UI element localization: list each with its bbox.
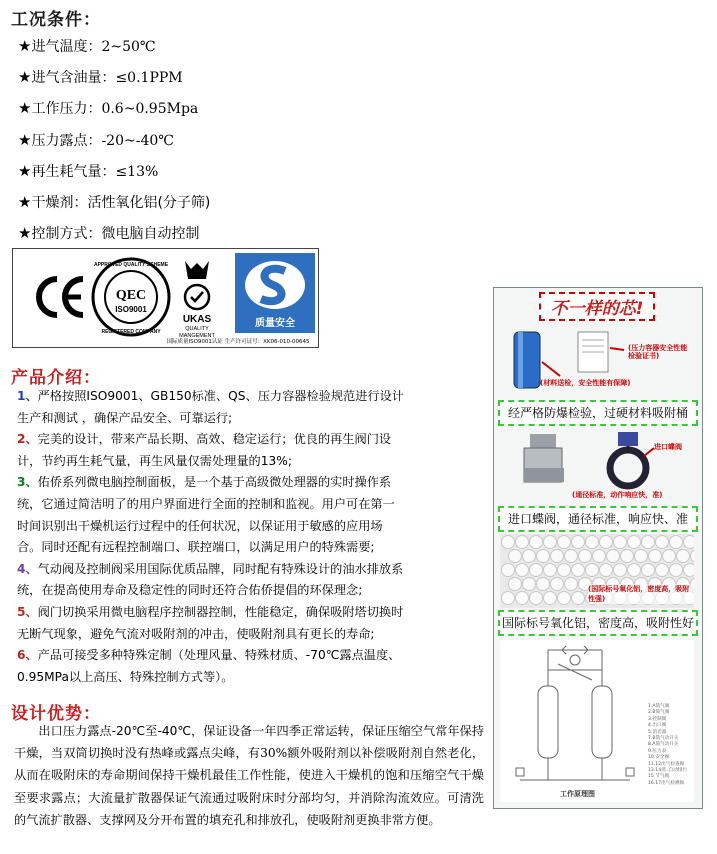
ukas-logo-icon	[179, 261, 215, 339]
alumina-ball	[572, 536, 585, 549]
alumina-ball	[523, 550, 536, 563]
alumina-ball	[537, 578, 550, 591]
advantage-paragraph	[14, 720, 484, 831]
legend-item: 2.B筒气阀	[648, 710, 670, 716]
alumina-ball	[558, 592, 571, 605]
tag-valve2: (通径标准，动作响应快，准)	[572, 491, 663, 499]
intro-item-text: 时间识别出干燥机运行过程中的任何状况，以保证用于敏感的应用场	[17, 518, 383, 533]
qs-logo-icon	[235, 253, 315, 333]
intro-item-continuation	[17, 580, 480, 602]
diagram-title: 工作原理图	[560, 790, 595, 798]
star-icon: ★	[18, 68, 32, 87]
intro-item-number: 3、	[17, 475, 38, 490]
qec-ring-bottom: REGISTERED COMPANY	[101, 329, 161, 335]
alumina-ball	[684, 536, 695, 549]
intro-item-continuation	[17, 494, 480, 516]
legend-item: 10.安全阀	[648, 755, 670, 761]
conditions-heading: 工况条件：	[11, 10, 101, 30]
star-icon: ★	[18, 193, 32, 211]
alumina-ball	[558, 536, 571, 549]
star-icon: ★	[18, 99, 32, 118]
alumina-ball	[691, 550, 695, 563]
qs-text: 质量安全	[255, 318, 295, 329]
certification-logos	[12, 248, 319, 348]
condition-label: 工作压力：	[31, 101, 102, 118]
qec-ring-top: APPROVED QUALITY SCHEME	[93, 262, 169, 268]
intro-item-text: 统，它通过简洁明了的用户界面进行全面的控制和监视。用户可在第一	[17, 496, 395, 511]
legend-item: 8.A筒气动开关	[648, 742, 679, 748]
alumina-ball	[614, 536, 627, 549]
alumina-ball	[544, 536, 557, 549]
alumina-ball	[586, 536, 599, 549]
qec-iso: ISO9001	[115, 305, 147, 314]
condition-item	[18, 161, 158, 181]
condition-value: -20~-40℃	[101, 132, 174, 149]
condition-item	[18, 192, 210, 212]
alumina-ball	[600, 564, 613, 577]
alumina-ball	[628, 536, 641, 549]
condition-label: 压力露点：	[31, 132, 102, 149]
alumina-ball	[642, 536, 655, 549]
intro-item	[17, 472, 480, 494]
condition-item	[18, 98, 198, 118]
condition-label: 进气含油量：	[31, 70, 116, 87]
star-icon: ★	[18, 161, 32, 180]
alumina-ball	[502, 564, 515, 577]
legend-item: 9.压力表	[648, 748, 667, 754]
legend-item: 1.A筒气阀	[648, 704, 670, 709]
intro-item	[17, 602, 480, 624]
ce-mark-icon	[39, 279, 83, 315]
intro-item-text: 完美的设计，带来产品长期、高效、稳定运行；优良的再生阀门设	[37, 432, 392, 447]
tank-image	[500, 326, 694, 396]
diagram-legend	[648, 704, 694, 787]
intro-item-continuation	[17, 408, 480, 430]
intro-item-text: 佑侨系列微电脑控制面板，是一个基于高级微处理器的实时操作系	[37, 475, 392, 490]
alumina-ball	[530, 564, 543, 577]
intro-item-text: 计，节约再生耗气量，再生风量仅需处理量的13%;	[17, 453, 292, 468]
intro-item-text: 气动阀及控制阀采用国际优质品牌，同时配有特殊设计的油水排放系	[37, 561, 404, 576]
intro-item	[17, 645, 480, 667]
working-diagram	[500, 640, 694, 802]
tag-alumina: (国际标号氧化铝，密度高，吸附性强)	[588, 584, 694, 604]
condition-value: 2~50℃	[101, 39, 156, 55]
intro-item-text: 无断气现象，避免气流对吸附剂的冲击，使吸附剂具有更长的寿命;	[17, 626, 375, 641]
alumina-ball	[572, 592, 585, 605]
intro-item	[17, 386, 480, 408]
intro-item-text: 产品可接受多种特殊定制（处理风量、特殊材质、-70℃露点温度、	[37, 648, 401, 663]
intro-item-number: 6、	[17, 648, 38, 663]
advantage-highlight: 30%	[260, 746, 288, 761]
intro-item-number: 4、	[17, 561, 38, 576]
alumina-ball	[635, 550, 648, 563]
alumina-ball	[586, 564, 599, 577]
legend-item: 13.14消..自动排污	[648, 768, 688, 774]
condition-value: ≤0.1PPM	[115, 70, 183, 87]
intro-item-text: 统，在提高使用寿命及稳定性的同时还符合佑侨提倡的环保理念;	[17, 583, 363, 598]
condition-value: ≤13%	[115, 163, 159, 180]
star-icon: ★	[18, 224, 32, 243]
condition-item	[18, 223, 199, 243]
alumina-ball	[642, 564, 655, 577]
panel-title: 不一样的芯!	[539, 292, 656, 321]
condition-label: 控制方式：	[31, 226, 102, 243]
intro-item	[17, 429, 480, 451]
certification-logos-art	[13, 249, 318, 347]
alumina-ball	[614, 564, 627, 577]
alumina-ball	[579, 550, 592, 563]
condition-label: 进气温度：	[31, 39, 102, 55]
alumina-ball	[530, 536, 543, 549]
alumina-ball	[551, 550, 564, 563]
alumina-ball	[621, 550, 634, 563]
alumina-ball	[551, 578, 564, 591]
tag-valve: 进口蝶阀	[654, 443, 682, 451]
caption-alumina: 国际标号氧化铝，密度高，吸附性好	[498, 610, 698, 636]
cert-footer: 国际质量ISO9001认证 生产许可证号：XK06-010-00645	[166, 339, 310, 345]
alumina-ball	[572, 564, 585, 577]
condition-value: 微电脑自动控制	[101, 226, 200, 243]
alumina-ball	[502, 592, 515, 605]
condition-value: 0.6~0.95Mpa	[101, 101, 199, 118]
intro-item-number: 1、	[17, 389, 38, 403]
advantage-heading: 设计优势：	[11, 704, 101, 724]
alumina-ball	[656, 564, 669, 577]
alumina-ball	[670, 564, 683, 577]
intro-item-text: 生产和测试 ，确保产品安全、可靠运行;	[17, 410, 233, 425]
alumina-ball	[600, 536, 613, 549]
tag-cert: (压力容器安全性能检验证书)	[628, 344, 688, 360]
alumina-ball	[565, 578, 578, 591]
intro-item-continuation	[17, 451, 480, 473]
alumina-ball	[670, 536, 683, 549]
intro-item-text: 阀门切换采用微电脑程序控制器控制，性能稳定，确保吸附塔切换时	[37, 604, 404, 619]
condition-item	[18, 130, 174, 150]
alumina-ball	[516, 536, 529, 549]
legend-item: 7.B筒气动开关	[648, 736, 679, 742]
condition-label: 干燥剂：	[31, 195, 88, 211]
alumina-ball	[502, 536, 515, 549]
intro-item-continuation	[17, 624, 480, 646]
legend-item: 11.12出气检查阀	[648, 761, 685, 767]
alumina-ball	[544, 592, 557, 605]
intro-heading: 产品介绍：	[11, 368, 101, 388]
intro-list	[17, 386, 480, 688]
intro-item-number: 5、	[17, 604, 38, 619]
intro-item-text: 合。同时还配有远程控制端口、联控端口，以满足用户的特殊需要;	[17, 540, 375, 555]
qec-center: QEC	[115, 288, 147, 303]
alumina-ball	[649, 550, 662, 563]
alumina-ball	[677, 550, 690, 563]
ukas-sub1: QUALITY	[185, 326, 209, 332]
alumina-ball	[516, 592, 529, 605]
alumina-ball	[544, 564, 557, 577]
condition-item	[18, 36, 156, 56]
legend-item: 16.17出气检测阀	[648, 780, 685, 786]
ukas-sub2: MANGEMENT	[179, 333, 215, 339]
tag-material: (材料送检，安全性能有保障)	[540, 379, 631, 387]
alumina-ball	[628, 564, 641, 577]
panel-title-box	[500, 292, 694, 320]
alumina-ball	[656, 536, 669, 549]
intro-item	[17, 559, 480, 581]
alumina-ball	[565, 550, 578, 563]
advantage-text-b: 额外吸附剂以补偿吸附剂自然老化，从而在吸附床的寿命期间保持干燥机最佳工作性能，使进入干燥机的饱和压缩空气干燥至要求露点；大流量扩散器保证气流通过吸附床时分部均匀，并消除沟流效应。可清洗的气流扩散器、支撑网及分开布置的填充孔和排放孔，使吸附剂更换非常方便。	[14, 746, 485, 827]
ukas-name: UKAS	[182, 314, 212, 325]
intro-item-number: 2、	[17, 432, 38, 447]
product-feature-panel	[493, 287, 703, 809]
intro-item-continuation	[17, 667, 480, 689]
alumina-ball	[516, 564, 529, 577]
star-icon: ★	[18, 37, 32, 55]
intro-item-text: 严格按照ISO9001、GB150标准、QS、压力容器检验规范进行设计	[37, 389, 404, 403]
alumina-ball	[558, 564, 571, 577]
legend-item: 15.节气阀	[648, 774, 670, 780]
qec-seal-icon	[93, 259, 169, 335]
star-icon: ★	[18, 130, 32, 149]
condition-label: 再生耗气量：	[31, 163, 116, 180]
legend-item: 4.出口阀	[648, 723, 667, 729]
alumina-ball	[530, 592, 543, 605]
condition-value: 活性氧化铝(分子筛)	[87, 195, 211, 211]
legend-item: 5.消音器	[648, 729, 667, 735]
alumina-ball	[509, 550, 522, 563]
alumina-ball	[593, 550, 606, 563]
caption-tank: 经严格防爆检验，过硬材料吸附桶	[498, 400, 698, 426]
intro-item-text: 0.95MPa以上高压、特殊控制方式等）。	[17, 669, 234, 684]
alumina-ball	[523, 578, 536, 591]
alumina-image	[500, 534, 694, 608]
legend-item: 3.控制阀	[648, 716, 667, 722]
alumina-ball	[607, 550, 620, 563]
intro-item-continuation	[17, 537, 480, 559]
valve-image	[500, 428, 694, 504]
alumina-ball	[537, 550, 550, 563]
alumina-ball	[509, 578, 522, 591]
alumina-ball	[663, 550, 676, 563]
alumina-ball	[684, 564, 695, 577]
intro-item-continuation	[17, 516, 480, 538]
condition-item	[18, 67, 183, 87]
caption-valve: 进口蝶阀，通径标准，响应快、准	[498, 506, 698, 532]
advantage-text-a: 出口压力露点-20℃至-40℃，保证设备一年四季正常运转，保证压缩空气常年保持干燥，当双筒切换时没有热峰或露点尖峰，有	[14, 724, 484, 761]
